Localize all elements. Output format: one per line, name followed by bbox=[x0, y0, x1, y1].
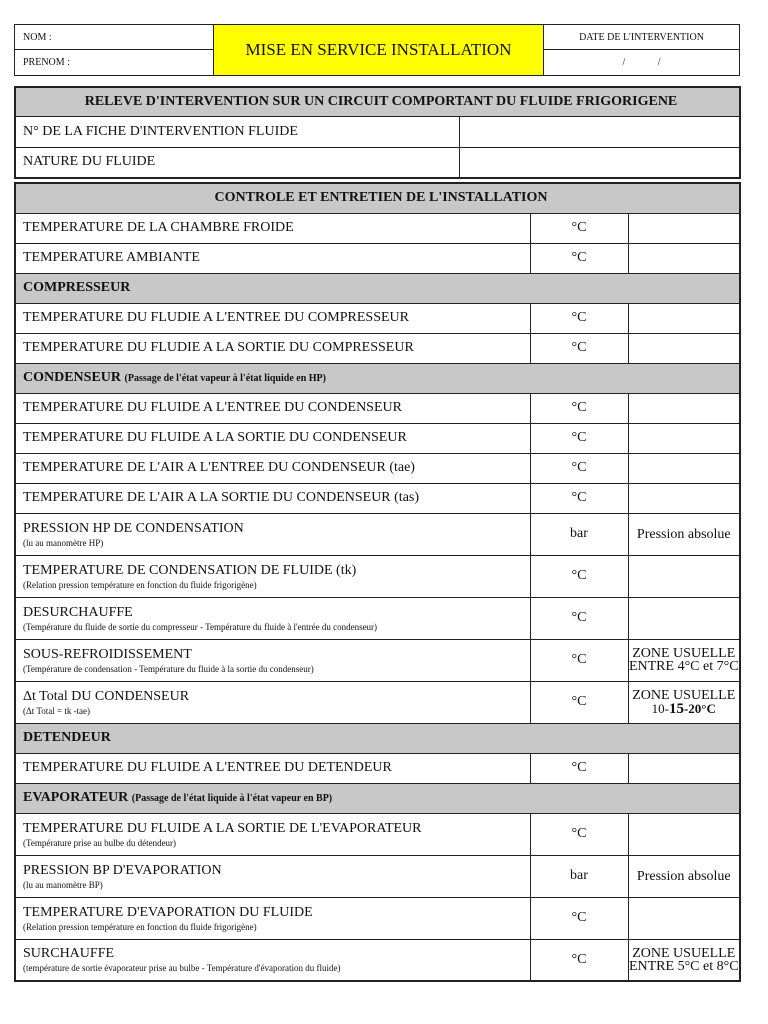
value-input[interactable] bbox=[628, 555, 740, 597]
row-sublabel: (Δt Total = tk -tae) bbox=[23, 705, 91, 716]
row-label-cell bbox=[15, 813, 530, 855]
row-label: SURCHAUFFE bbox=[23, 946, 115, 962]
header-table bbox=[14, 24, 740, 76]
row-label-cell bbox=[15, 939, 530, 981]
row-sublabel: (température de sortie évaporateur prise au bulbe - Température d'évaporation du fluide) bbox=[23, 963, 341, 974]
value-input[interactable] bbox=[628, 243, 740, 273]
fiche-number-label: N° DE LA FICHE D'INTERVENTION FLUIDE bbox=[15, 116, 459, 147]
row-label: PRESSION HP DE CONDENSATION bbox=[23, 520, 244, 536]
controle-title: CONTROLE ET ENTRETIEN DE L'INSTALLATION bbox=[15, 183, 740, 213]
unit-label: °C bbox=[530, 813, 628, 855]
usual-zone-range: ENTRE 5°C et 8°C bbox=[628, 958, 739, 974]
row-sublabel: (lu au manomètre HP) bbox=[23, 537, 104, 548]
unit-label: °C bbox=[530, 213, 628, 243]
usual-zone-range-start: 10- bbox=[651, 700, 669, 716]
usual-zone-range-end: -20°C bbox=[683, 700, 716, 716]
row-label: TEMPERATURE DE CONDENSATION DE FLUIDE (tk) bbox=[23, 562, 357, 578]
value-input[interactable] bbox=[628, 597, 740, 639]
row-label: DESURCHAUFFE bbox=[23, 604, 133, 620]
row-sublabel: (Température du fluide de sortie du compresseur - Température du fluide à l'entrée du condenseur) bbox=[23, 621, 378, 632]
unit-label: °C bbox=[530, 303, 628, 333]
prenom-label: PRENOM : bbox=[23, 57, 70, 68]
row-label-cell bbox=[15, 855, 530, 897]
releve-title: RELEVE D'INTERVENTION SUR UN CIRCUIT COMPORTANT DU FLUIDE FRIGORIGENE bbox=[15, 87, 740, 116]
unit-label: bar bbox=[530, 855, 628, 897]
row-label: SOUS-REFROIDISSEMENT bbox=[23, 646, 192, 662]
nom-label: NOM : bbox=[23, 31, 52, 43]
unit-label: °C bbox=[530, 453, 628, 483]
value-input[interactable] bbox=[628, 393, 740, 423]
releve-table bbox=[14, 86, 741, 179]
unit-label: °C bbox=[530, 393, 628, 423]
compresseur-section-title: COMPRESSEUR bbox=[15, 273, 740, 303]
prenom-field[interactable] bbox=[15, 50, 214, 76]
row-label-cell bbox=[15, 555, 530, 597]
unit-label: °C bbox=[530, 333, 628, 363]
row-label-cell bbox=[15, 639, 530, 681]
unit-label: bar bbox=[530, 513, 628, 555]
date-field[interactable] bbox=[544, 50, 740, 76]
detendeur-section-title: DETENDEUR bbox=[15, 723, 740, 753]
unit-label: °C bbox=[530, 483, 628, 513]
fiche-number-input[interactable] bbox=[459, 116, 740, 147]
row-sublabel: (Relation pression température en fonction du fluide frigorigène) bbox=[23, 921, 257, 932]
usual-zone-label: ZONE USUELLE bbox=[632, 945, 736, 961]
evaporateur-title: EVAPORATEUR bbox=[23, 790, 129, 805]
row-label-cell bbox=[15, 513, 530, 555]
row-sublabel: (lu au manomètre BP) bbox=[23, 879, 103, 890]
row-label: TEMPERATURE DE LA CHAMBRE FROIDE bbox=[15, 213, 530, 243]
value-input[interactable] bbox=[628, 897, 740, 939]
usual-zone-label: ZONE USUELLE bbox=[632, 646, 736, 661]
row-label: TEMPERATURE DU FLUIDE A L'ENTREE DU CONDENSEUR bbox=[15, 393, 530, 423]
usual-zone-cell[interactable] bbox=[628, 639, 740, 681]
unit-label: °C bbox=[530, 555, 628, 597]
value-input[interactable] bbox=[628, 333, 740, 363]
fluid-nature-input[interactable] bbox=[459, 147, 740, 178]
usual-zone-label: ZONE USUELLE bbox=[632, 687, 736, 703]
usual-zone-range: ENTRE 4°C et 7°C bbox=[628, 659, 739, 674]
row-label-cell bbox=[15, 897, 530, 939]
unit-label: °C bbox=[530, 597, 628, 639]
row-label: TEMPERATURE DE L'AIR A L'ENTREE DU CONDENSEUR (tae) bbox=[15, 453, 530, 483]
row-label: Δt Total DU CONDENSEUR bbox=[23, 688, 190, 704]
row-label: TEMPERATURE DU FLUDIE A L'ENTREE DU COMPRESSEUR bbox=[15, 303, 530, 333]
evaporateur-section-title bbox=[15, 783, 740, 813]
value-input[interactable] bbox=[628, 303, 740, 333]
condenseur-title: CONDENSEUR bbox=[23, 370, 122, 385]
row-label: PRESSION BP D'EVAPORATION bbox=[23, 862, 222, 878]
form-title: MISE EN SERVICE INSTALLATION bbox=[214, 25, 544, 76]
date-label: DATE DE L'INTERVENTION bbox=[544, 25, 740, 50]
row-label: TEMPERATURE AMBIANTE bbox=[15, 243, 530, 273]
unit-label: °C bbox=[530, 897, 628, 939]
evaporateur-note: (Passage de l'état liquide à l'état vapeur en BP) bbox=[131, 793, 333, 804]
date-value: / / bbox=[622, 57, 661, 68]
unit-label: °C bbox=[530, 243, 628, 273]
unit-label: °C bbox=[530, 423, 628, 453]
unit-label: °C bbox=[530, 681, 628, 723]
unit-label: °C bbox=[530, 753, 628, 783]
value-input[interactable] bbox=[628, 753, 740, 783]
row-label: TEMPERATURE D'EVAPORATION DU FLUIDE bbox=[23, 904, 313, 920]
value-input[interactable] bbox=[628, 483, 740, 513]
fluid-nature-label: NATURE DU FLUIDE bbox=[15, 147, 459, 178]
usual-zone-range-mid: 15 bbox=[668, 700, 684, 717]
row-sublabel: (Relation pression température en fonction du fluide frigorigène) bbox=[23, 579, 257, 590]
unit-label: °C bbox=[530, 939, 628, 981]
row-label: TEMPERATURE DU FLUIDE A LA SORTIE DU CONDENSEUR bbox=[15, 423, 530, 453]
row-label: TEMPERATURE DE L'AIR A LA SORTIE DU CONDENSEUR (tas) bbox=[15, 483, 530, 513]
nom-field[interactable] bbox=[15, 25, 214, 50]
row-sublabel: (Température de condensation - Température du fluide à la sortie du condenseur) bbox=[23, 663, 314, 674]
row-sublabel: (Température prise au bulbe du détendeur) bbox=[23, 837, 177, 848]
usual-zone-cell[interactable] bbox=[628, 681, 740, 723]
unit-label: °C bbox=[530, 639, 628, 681]
value-input[interactable] bbox=[628, 453, 740, 483]
row-label: TEMPERATURE DU FLUDIE A LA SORTIE DU COMPRESSEUR bbox=[15, 333, 530, 363]
value-input[interactable] bbox=[628, 423, 740, 453]
controle-table bbox=[14, 182, 741, 982]
condenseur-section-title bbox=[15, 363, 740, 393]
row-label: TEMPERATURE DU FLUIDE A L'ENTREE DU DETENDEUR bbox=[15, 753, 530, 783]
value-input[interactable] bbox=[628, 213, 740, 243]
value-note[interactable]: Pression absolue bbox=[628, 855, 740, 897]
row-label: TEMPERATURE DU FLUIDE A LA SORTIE DE L'EVAPORATEUR bbox=[23, 820, 422, 836]
row-label-cell bbox=[15, 681, 530, 723]
row-label-cell bbox=[15, 597, 530, 639]
usual-zone-cell[interactable] bbox=[628, 939, 740, 981]
value-input[interactable] bbox=[628, 813, 740, 855]
condenseur-note: (Passage de l'état vapeur à l'état liquide en HP) bbox=[124, 373, 326, 384]
value-note[interactable]: Pression absolue bbox=[628, 513, 740, 555]
